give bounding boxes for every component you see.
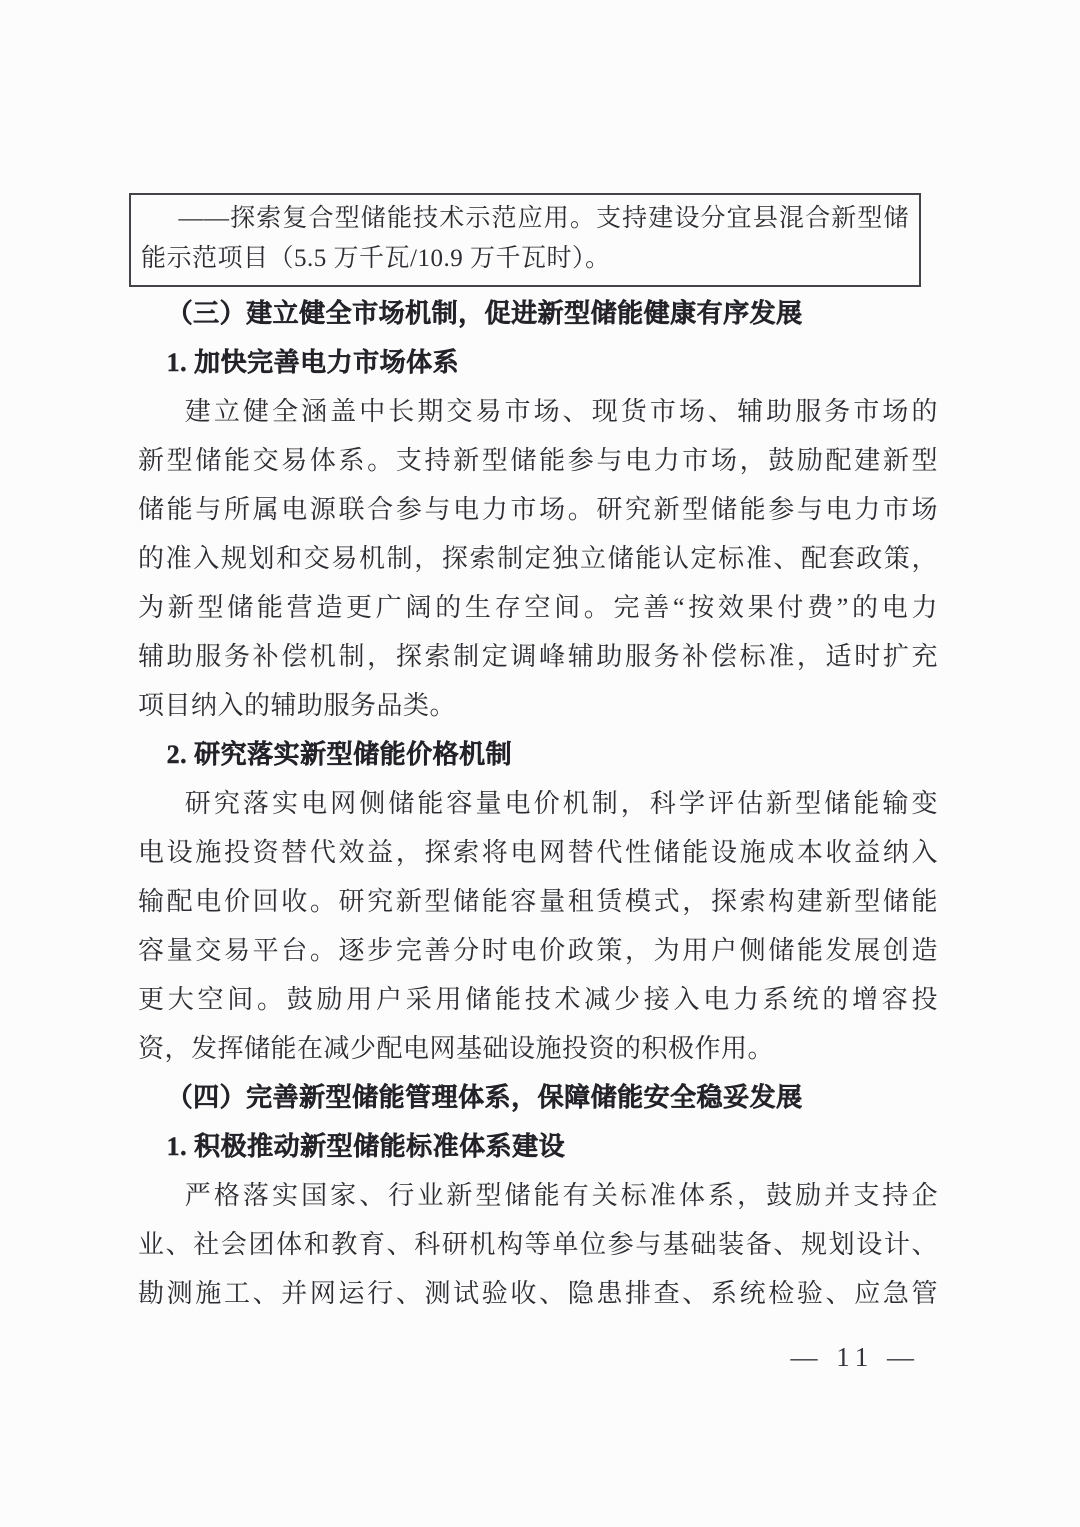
- section-heading: （三）建立健全市场机制，促进新型储能健康有序发展: [166, 299, 803, 328]
- content-lines: [138, 289, 938, 1318]
- text-line: 电设施投资替代效益，探索将电网替代性储能设施成本收益纳入: [138, 838, 938, 867]
- text-line: 研究落实电网侧储能容量电价机制，科学评估新型储能输变: [184, 789, 938, 818]
- document-body: [138, 193, 938, 1318]
- text-line: 更大空间。鼓励用户采用储能技术减少接入电力系统的增容投: [138, 985, 938, 1014]
- text-line: 项目纳入的辅助服务品类。: [138, 691, 457, 720]
- text-line: 勘测施工、并网运行、测试验收、隐患排查、系统检验、应急管: [138, 1279, 938, 1308]
- text-line: 新型储能交易体系。支持新型储能参与电力市场，鼓励配建新型: [138, 446, 938, 475]
- section-heading: （四）完善新型储能管理体系，保障储能安全稳妥发展: [166, 1083, 803, 1112]
- text-line: 建立健全涵盖中长期交易市场、现货市场、辅助服务市场的: [184, 397, 938, 426]
- section-heading: 1. 加快完善电力市场体系: [166, 348, 460, 377]
- boxed-note-line-2: 能示范项目（5.5 万千瓦/10.9 万千瓦时）。: [141, 245, 611, 272]
- text-line: 严格落实国家、行业新型储能有关标准体系，鼓励并支持企: [184, 1181, 938, 1210]
- text-line: 储能与所属电源联合参与电力市场。研究新型储能参与电力市场: [138, 495, 938, 524]
- boxed-note: [129, 193, 921, 287]
- section-heading: 1. 积极推动新型储能标准体系建设: [166, 1132, 566, 1161]
- section-heading: 2. 研究落实新型储能价格机制: [166, 740, 513, 769]
- text-line: 为新型储能营造更广阔的生存空间。完善“按效果付费”的电力: [138, 593, 938, 622]
- text-line: 资，发挥储能在减少配电网基础设施投资的积极作用。: [138, 1034, 775, 1063]
- text-line: 业、社会团体和教育、科研机构等单位参与基础装备、规划设计、: [138, 1230, 938, 1259]
- text-line: 输配电价回收。研究新型储能容量租赁模式，探索构建新型储能: [138, 887, 938, 916]
- text-line: 辅助服务补偿机制，探索制定调峰辅助服务补偿标准，适时扩充: [138, 642, 938, 671]
- text-line: 的准入规划和交易机制，探索制定独立储能认定标准、配套政策，: [138, 544, 938, 573]
- text-line: 容量交易平台。逐步完善分时电价政策，为用户侧储能发展创造: [138, 936, 938, 965]
- page-number: — 11 —: [790, 1342, 920, 1372]
- boxed-note-line-1: ——探索复合型储能技术示范应用。支持建设分宜县混合新型储: [178, 205, 909, 232]
